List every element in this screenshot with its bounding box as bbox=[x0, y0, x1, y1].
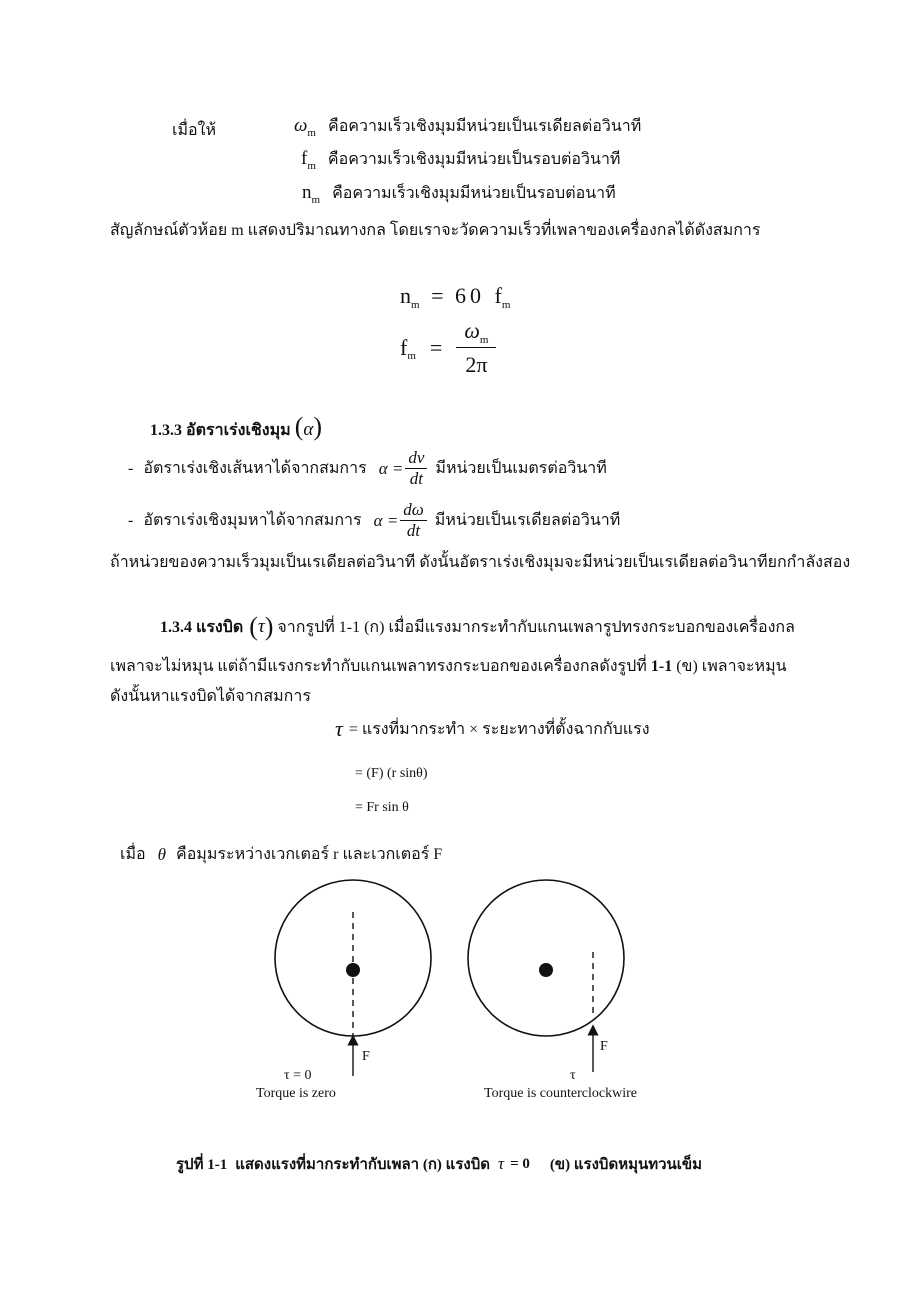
eq2-numerator-sub: m bbox=[479, 334, 489, 346]
angular-accel-note: ถ้าหน่วยของความเร็วมุมเป็นเรเดียลต่อวินาที ดังนั้นอัตราเร่งเชิงมุมจะมีหน่วยเป็นเรเดียลต่อวินาทียกกำลังสอง bbox=[110, 554, 851, 571]
right-shaft-center bbox=[539, 963, 553, 977]
torque-def-tau: τ bbox=[335, 716, 343, 741]
section-134-title: 1.3.4 แรงบิด bbox=[160, 618, 244, 636]
n-subscript: m bbox=[311, 194, 321, 206]
right-torque-label: τ bbox=[570, 1068, 576, 1083]
section-134-text1: จากรูปที่ 1-1 (ก) เมื่อมีแรงมากระทำกับแกนเพลารูปทรงกระบอกของเครื่องกล bbox=[277, 618, 795, 636]
right-force-label: F bbox=[600, 1039, 608, 1054]
subscript-note: สัญลักษณ์ตัวห้อย m แสดงปริมาณทางกล โดยเราจะวัดความเร็วที่เพลาของเครื่องกลได้ดังสมการ bbox=[110, 222, 761, 239]
item1-text: อัตราเร่งเชิงเส้นหาได้จากสมการ bbox=[143, 460, 367, 477]
item2-denominator: dt bbox=[406, 521, 421, 540]
omega-symbol: ω bbox=[294, 115, 308, 136]
item2-unit: มีหน่วยเป็นเรเดียลต่อวินาที bbox=[434, 512, 621, 529]
def-text-omega: คือความเร็วเชิงมุมมีหน่วยเป็นเรเดียลต่อวินาที bbox=[327, 118, 642, 135]
figure-caption-tau: τ bbox=[497, 1154, 505, 1173]
eq2-numerator: ω bbox=[464, 318, 480, 343]
torque-def-text: = แรงที่มากระทำ × ระยะทางที่ตั้งฉากกับแรง bbox=[348, 720, 650, 738]
item1-unit: มีหน่วยเป็นเมตรต่อวินาที bbox=[435, 460, 607, 477]
def-text-n: คือความเร็วเชิงมุมมีหน่วยเป็นรอบต่อนาที bbox=[332, 185, 616, 202]
eq2-equals: = bbox=[429, 335, 443, 360]
item1-dash: - bbox=[128, 459, 134, 477]
n-symbol: n bbox=[302, 182, 312, 203]
eq1-coef: 60 bbox=[454, 283, 485, 308]
left-torque-label: τ = 0 bbox=[284, 1068, 312, 1083]
eq1-rhs-sub: m bbox=[501, 299, 511, 311]
right-shaft-circle bbox=[468, 880, 624, 1036]
eq1-lhs: n bbox=[400, 283, 411, 308]
section-134-text2b: (ข) เพลาจะหมุน bbox=[676, 658, 787, 675]
figure-caption-text-c: (ข) แรงบิดหมุนทวนเข็ม bbox=[549, 1157, 703, 1173]
eq1-equals: = bbox=[431, 283, 444, 308]
eq2-lhs: f bbox=[400, 335, 408, 360]
alpha-symbol: α bbox=[303, 419, 314, 440]
section-133-title: 1.3.3 อัตราเร่งเชิงมุม bbox=[150, 422, 291, 439]
figure-caption bbox=[176, 1152, 702, 1176]
eq2-lhs-sub: m bbox=[407, 350, 416, 362]
item2-lhs: α = bbox=[373, 510, 399, 530]
theta-when: เมื่อ bbox=[120, 846, 146, 863]
eq1-rhs: f bbox=[494, 283, 502, 308]
item2-text: อัตราเร่งเชิงมุมหาได้จากสมการ bbox=[143, 512, 362, 529]
f-subscript: m bbox=[307, 160, 316, 172]
item1-lhs: α = bbox=[378, 458, 404, 478]
item1-numerator: dv bbox=[405, 448, 427, 469]
figure-caption-text-a: แสดงแรงที่มากระทำกับเพลา (ก) แรงบิด bbox=[235, 1157, 490, 1173]
figure-caption-text-b: = 0 bbox=[510, 1155, 530, 1172]
torque-step1: = (F) (r sinθ) bbox=[355, 766, 428, 781]
torque-step2: = Fr sin θ bbox=[355, 800, 409, 815]
item2-numerator: dω bbox=[400, 500, 427, 521]
tau-symbol: τ bbox=[257, 616, 265, 637]
omega-subscript: m bbox=[307, 127, 316, 139]
figure-caption-label: รูปที่ 1-1 bbox=[176, 1157, 228, 1173]
item1-denominator: dt bbox=[409, 469, 423, 488]
when-label: เมื่อให้ bbox=[172, 122, 216, 139]
eq2-denominator: 2π bbox=[465, 352, 488, 377]
right-caption: Torque is counterclockwire bbox=[484, 1086, 637, 1101]
left-force-label: F bbox=[362, 1049, 370, 1064]
section-134-line1: 1.3.4 แรงบิด ( τ ) จากรูปที่ 1-1 (ก) เมื่อมีแรงมากระทำกับแกนเพลารูปทรงกระบอกของเครื่องกล bbox=[160, 612, 795, 641]
def-text-f: คือความเร็วเชิงมุมมีหน่วยเป็นรอบต่อวินาที bbox=[327, 151, 621, 168]
section-134-line3: ดังนั้นหาแรงบิดได้จากสมการ bbox=[110, 688, 311, 705]
theta-text: คือมุมระหว่างเวกเตอร์ r และเวกเตอร์ F bbox=[175, 846, 443, 863]
section-134-text2a: เพลาจะไม่หมุน แต่ถ้ามีแรงกระทำกับแกนเพลาทรงกระบอกของเครื่องกลดังรูปที่ bbox=[110, 658, 647, 675]
eq1-lhs-sub: m bbox=[411, 299, 420, 311]
f-symbol: f bbox=[301, 148, 308, 169]
section-133-heading: 1.3.3 อัตราเร่งเชิงมุม (α) bbox=[150, 412, 323, 441]
left-caption: Torque is zero bbox=[256, 1086, 336, 1101]
theta-symbol: θ bbox=[157, 844, 166, 864]
section-134-figref: 1-1 bbox=[650, 658, 673, 675]
item2-dash: - bbox=[128, 511, 134, 529]
